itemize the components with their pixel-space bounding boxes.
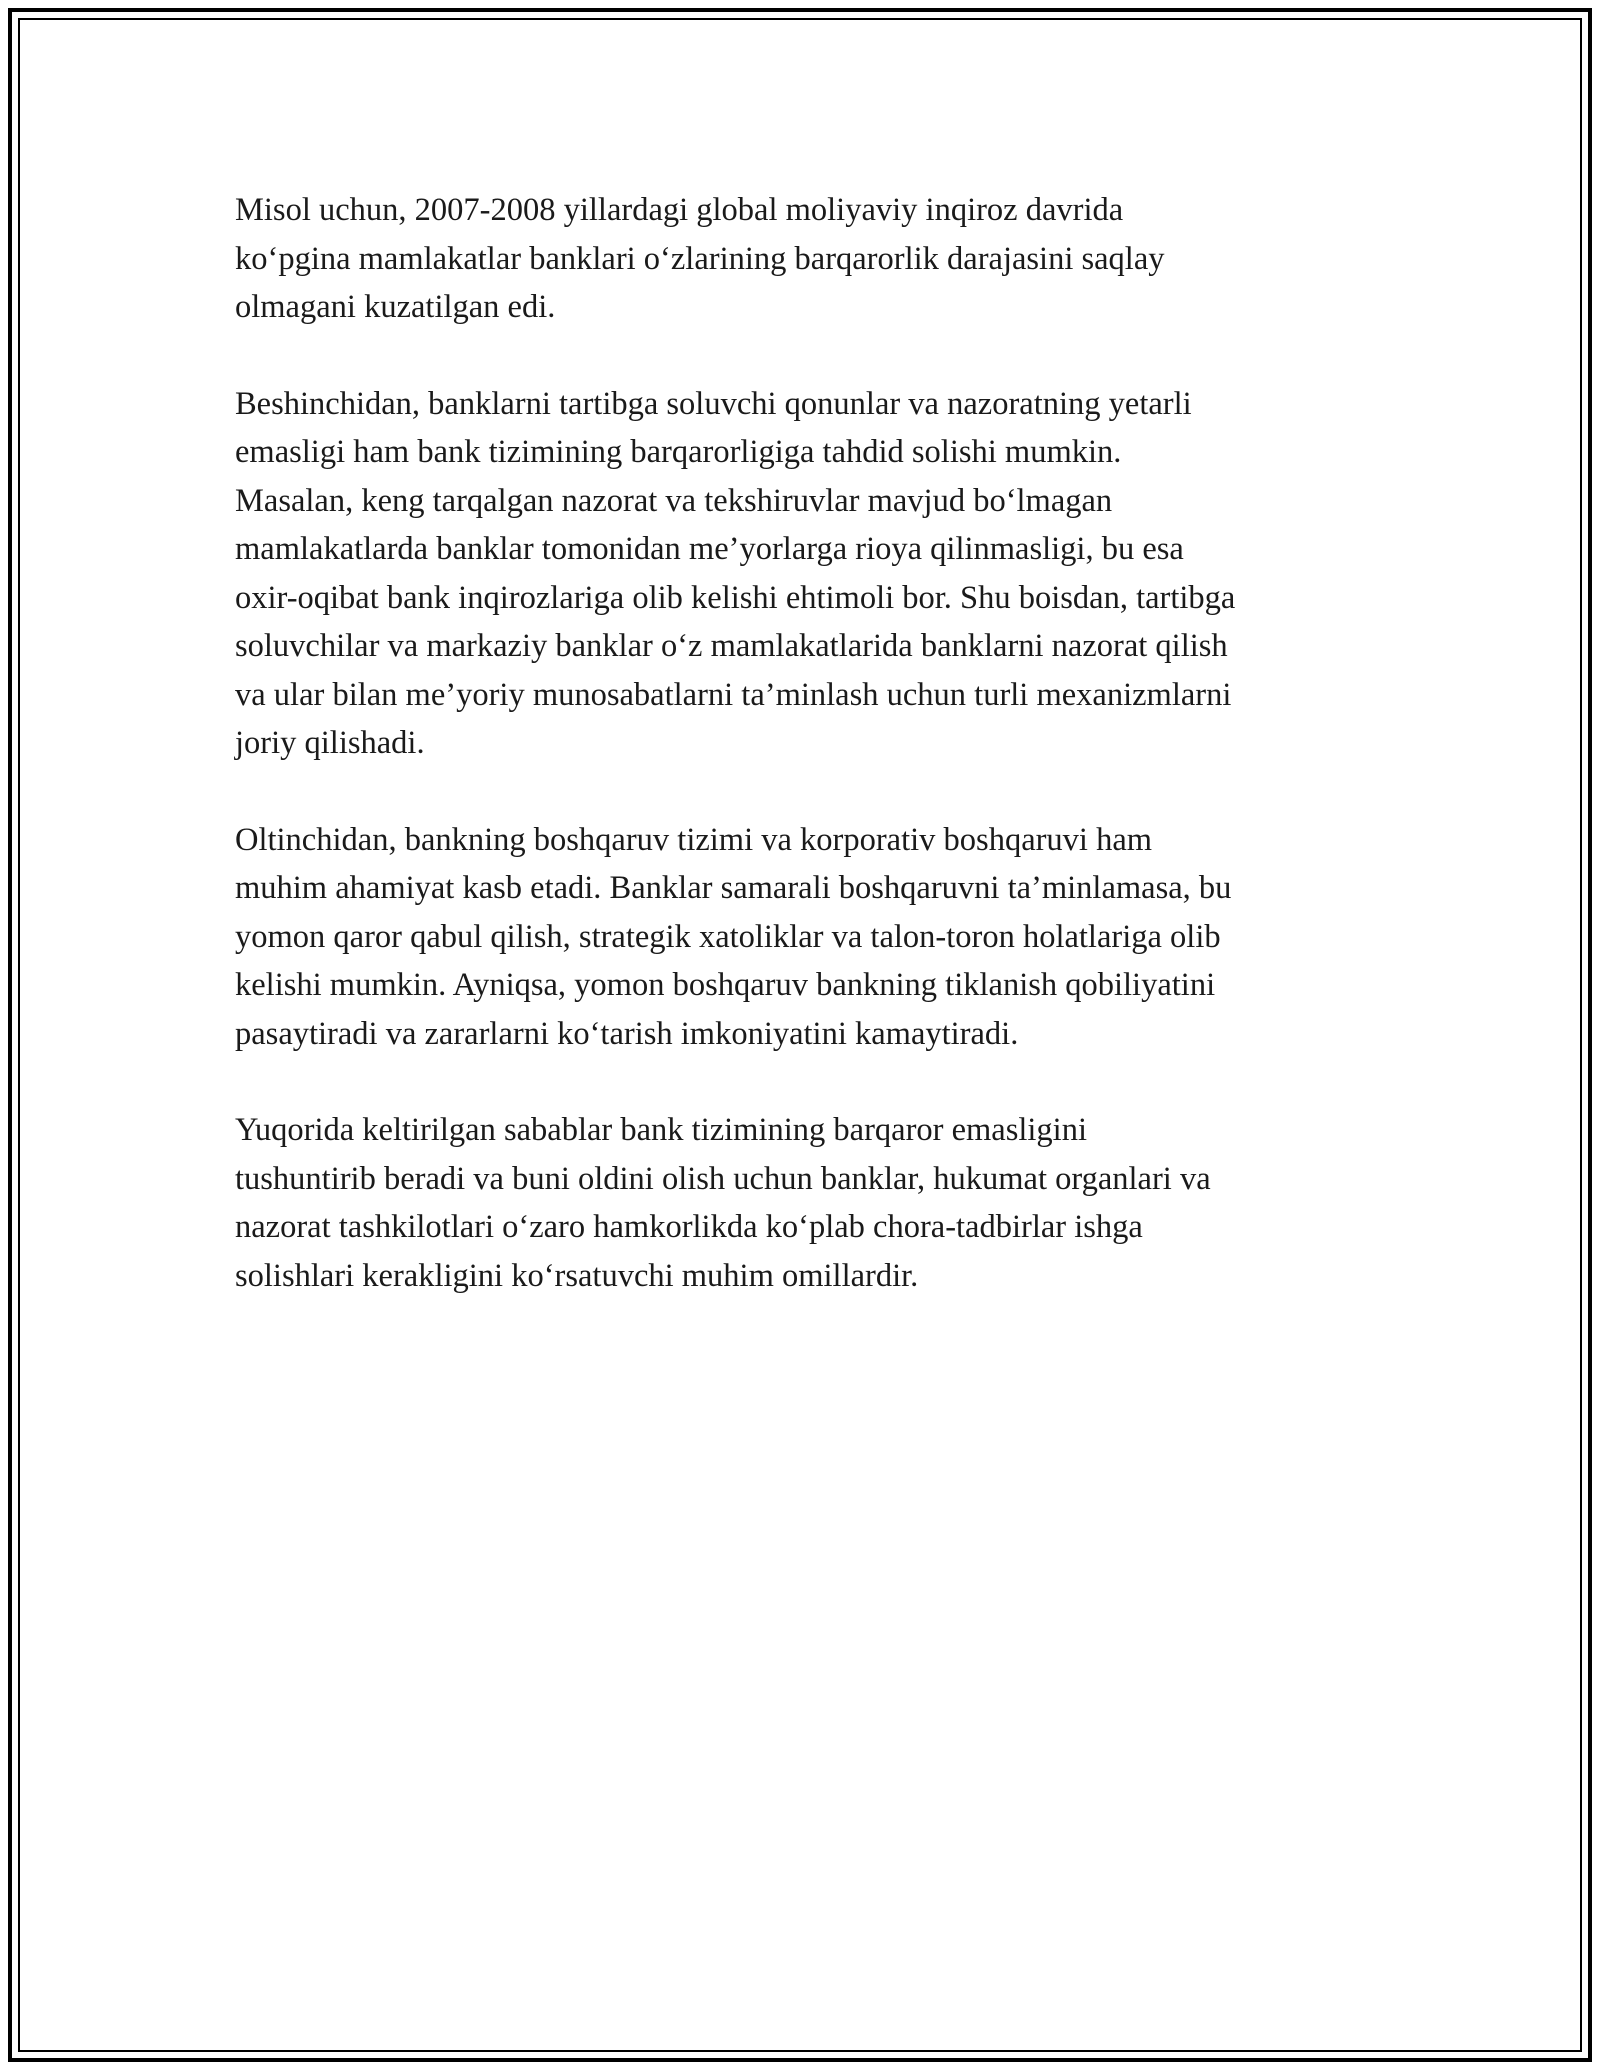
text-line: Beshinchidan, banklarni tartibga soluvchi qonunlar va nazoratning yetarli — [235, 385, 1192, 422]
text-line: kelishi mumkin. Ayniqsa, yomon boshqaruv bankning tiklanish qobiliyatini — [235, 967, 1216, 1003]
text-line: soluvchilar va markaziy banklar o‘z mamlakatlarida banklarni nazorat qilish — [235, 628, 1228, 664]
text-line: Masalan, keng tarqalgan nazorat va tekshiruvlar mavjud bo‘lmagan — [235, 482, 1113, 519]
text-line: mamlakatlarda banklar tomonidan me’yorlarga rioya qilinmasligi, bu esa — [235, 531, 1184, 567]
text-line: Yuqorida keltirilgan sabablar bank tizimining barqaror emasligini — [235, 1112, 1087, 1148]
text-line: yomon qaror qabul qilish, strategik xatoliklar va talon-toron holatlariga olib — [235, 918, 1221, 955]
text-line: nazorat tashkilotlari o‘zaro hamkorlikda ko‘plab chora-tadbirlar ishga — [235, 1209, 1143, 1245]
text-line: olmagani kuzatilgan edi. — [235, 289, 556, 325]
text-line: muhim ahamiyat kasb etadi. Banklar samarali boshqaruvni ta’minlamasa, bu — [235, 870, 1232, 906]
text-line: Misol uchun, 2007-2008 yillardagi global moliyaviy inqiroz davrida — [235, 192, 1124, 228]
paragraph-example-2007-2008 — [235, 186, 1385, 332]
text-line: tushuntirib beradi va buni oldini olish uchun banklar, hukumat organlari va — [235, 1160, 1211, 1197]
text-line: joriy qilishadi. — [235, 725, 425, 761]
text-line: oxir-oqibat bank inqirozlariga olib kelishi ehtimoli bor. Shu boisdan, tartibga — [235, 579, 1236, 616]
text-line: emasligi ham bank tizimining barqarorligiga tahdid solishi mumkin. — [235, 434, 1122, 470]
document-body — [235, 186, 1385, 1348]
paragraph-conclusion — [235, 1106, 1385, 1300]
text-line: va ular bilan me’yoriy munosabatlarni ta’minlash uchun turli mexanizmlarni — [235, 676, 1232, 713]
text-line: Oltinchidan, bankning boshqaruv tizimi va korporativ boshqaruvi ham — [235, 821, 1153, 858]
paragraph-fifth-reason — [235, 380, 1385, 768]
text-line: pasaytiradi va zararlarni ko‘tarish imkoniyatini kamaytiradi. — [235, 1015, 1019, 1052]
text-line: solishlari kerakligini ko‘rsatuvchi muhim omillardir. — [235, 1257, 919, 1294]
text-line: ko‘pgina mamlakatlar banklari o‘zlarining barqarorlik darajasini saqlay — [235, 240, 1165, 277]
paragraph-sixth-reason — [235, 816, 1385, 1059]
